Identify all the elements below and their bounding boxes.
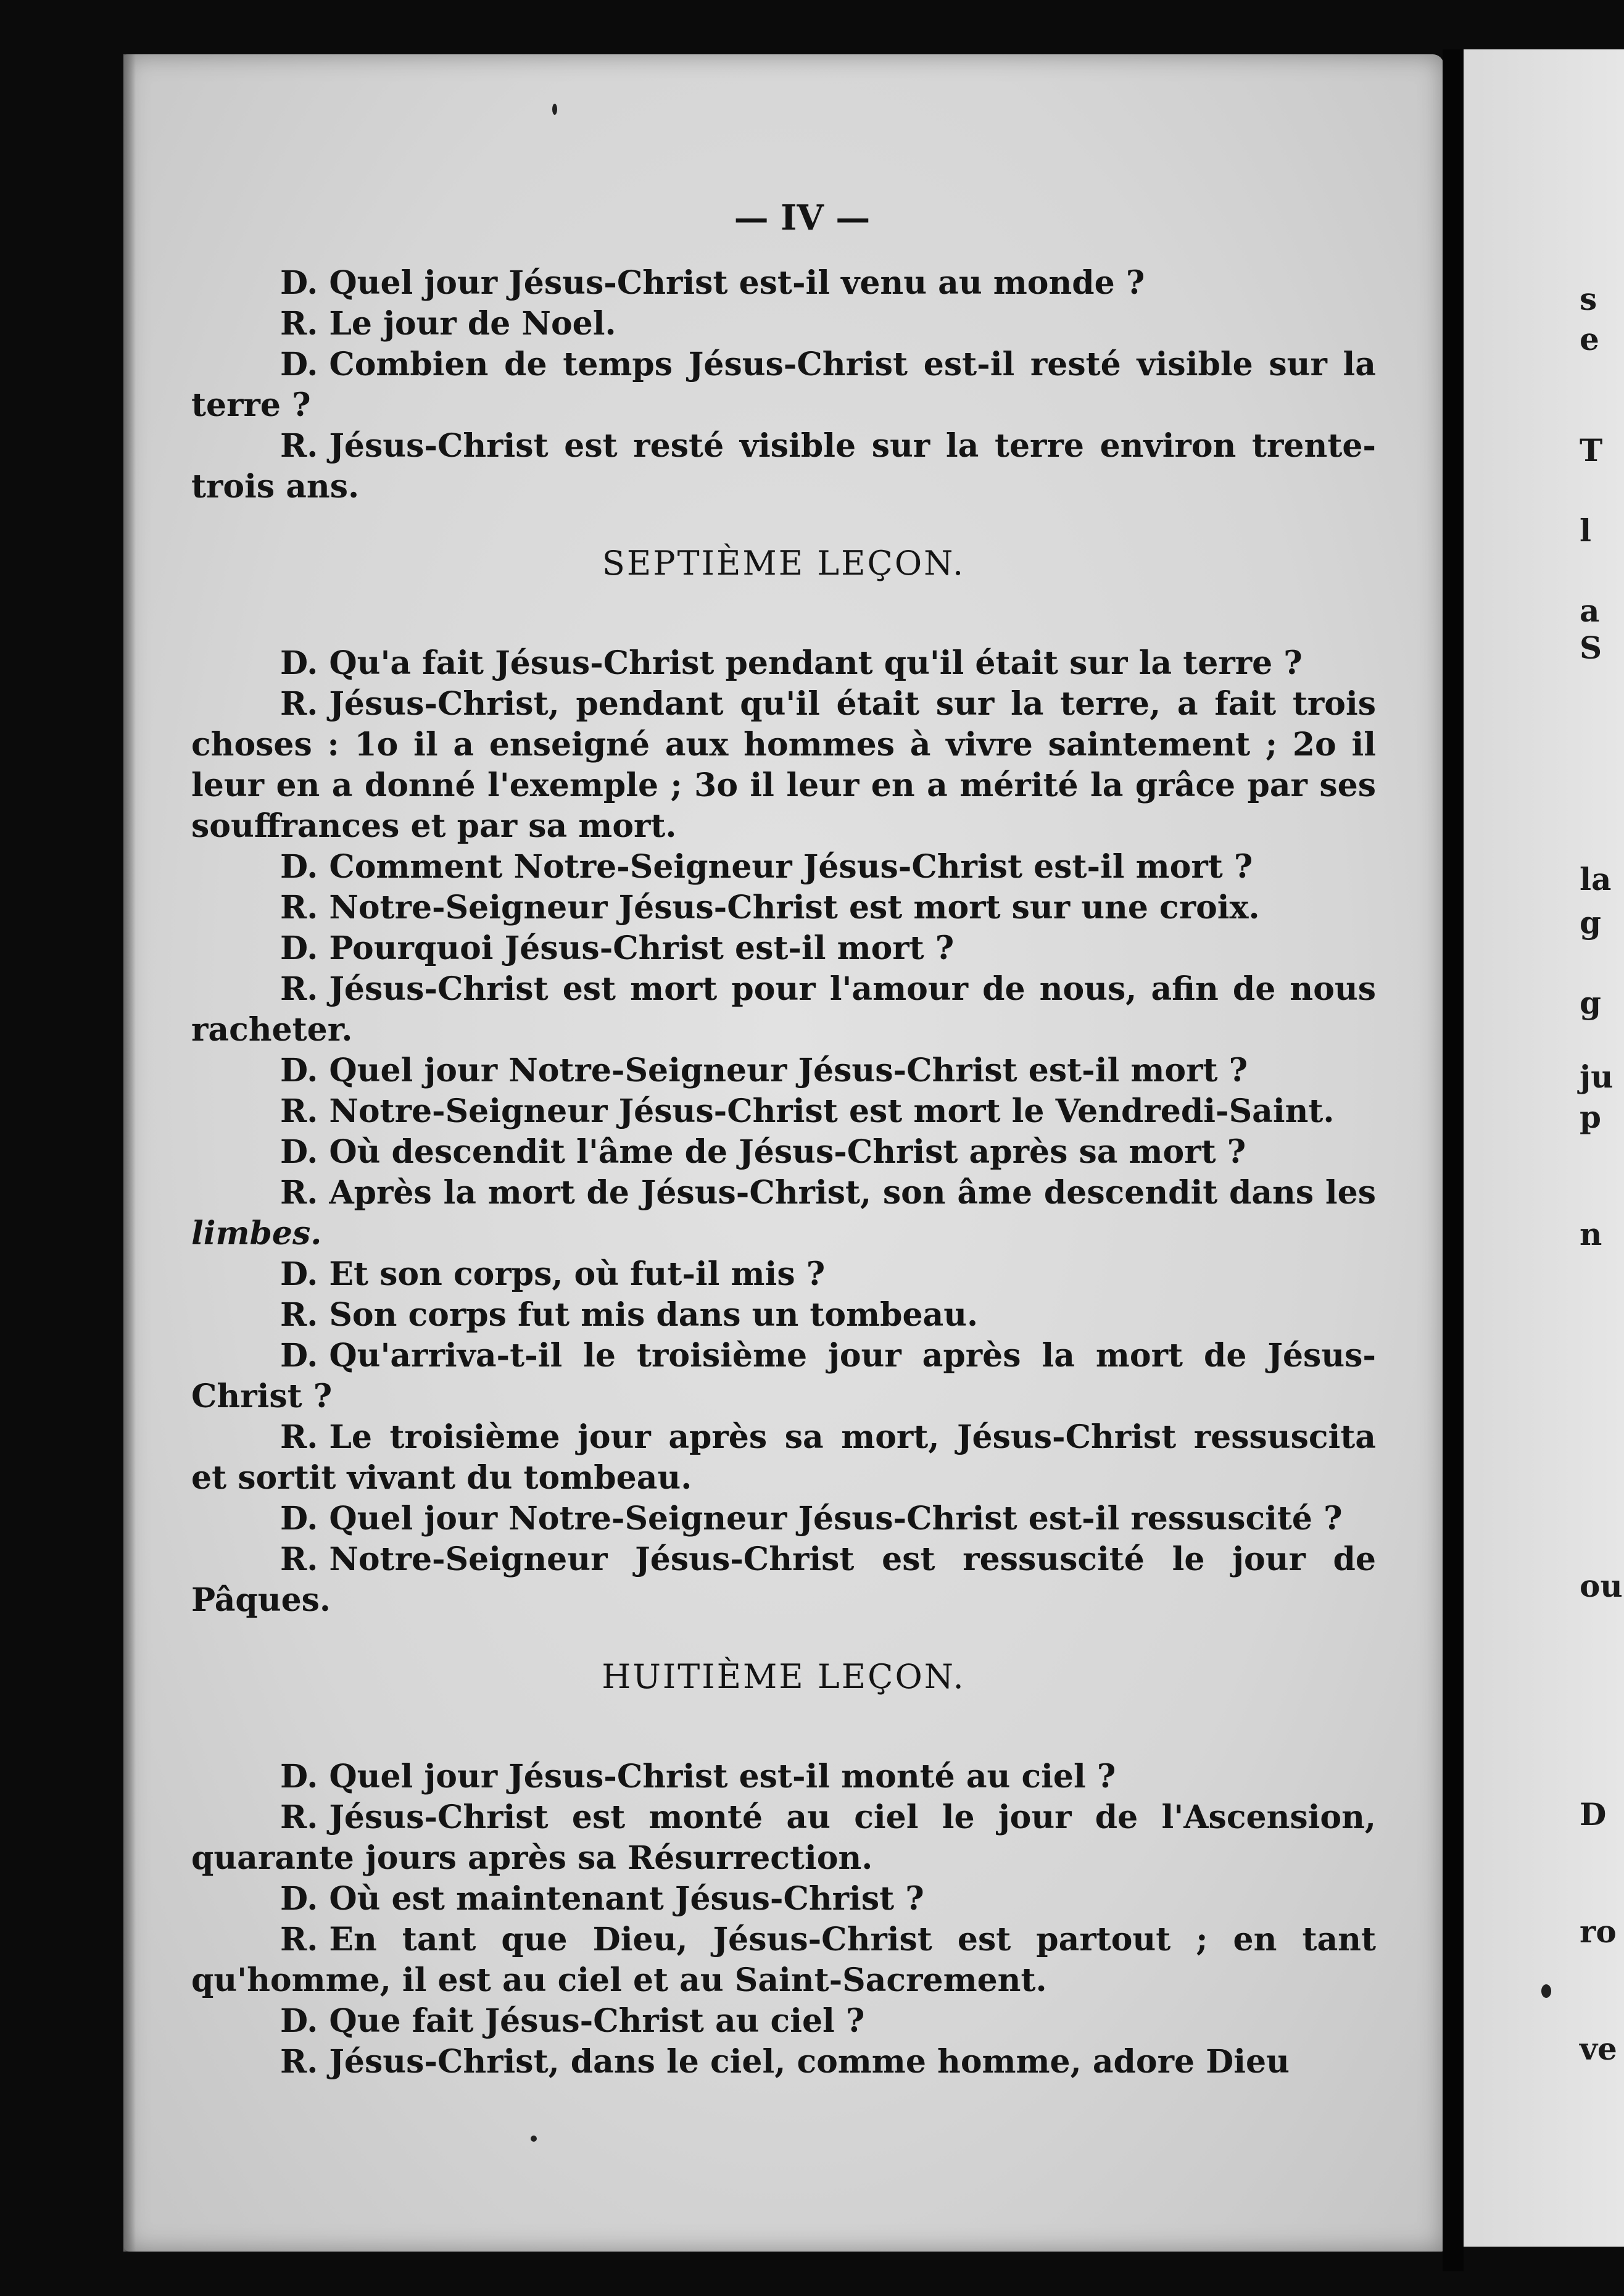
right-page-fragment: la [1580,861,1612,897]
right-page-fragment: n [1580,1216,1602,1252]
right-page-fragment: S [1580,630,1602,666]
catechism-answer: R. Jésus-Christ, dans le ciel, comme homme, adore Dieu [280,2043,1290,2081]
catechism-answer: R. Le jour de Noel. [280,305,616,343]
page-text [191,198,1376,2082]
section-7-paragraphs [191,643,1376,1621]
right-page-fragment: g [1580,984,1601,1021]
catechism-answer: R. Notre-Seigneur Jésus-Christ est ressuscité le jour de Pâques. [191,1541,1376,1619]
section-8-paragraphs [191,1757,1376,2082]
catechism-answer: R. Jésus-Christ est monté au ciel le jour de l'Ascension, quarante jours après sa Résurrection. [191,1799,1376,1877]
catechism-answer: R. Notre-Seigneur Jésus-Christ est mort sur une croix. [280,889,1260,926]
catechism-question: D. Quel jour Notre-Seigneur Jésus-Christ est-il mort ? [280,1052,1248,1089]
catechism-question: D. Pourquoi Jésus-Christ est-il mort ? [280,930,955,967]
catechism-answer: R. Le troisième jour après sa mort, Jésus-Christ ressuscita et sortit vivant du tombeau. [191,1418,1376,1497]
page-number: — IV — [734,198,871,238]
italic-term: limbes. [191,1215,322,1252]
catechism-answer: R. En tant que Dieu, Jésus-Christ est partout ; en tant qu'homme, il est au ciel et au Saint-Sacrement. [191,1921,1376,1999]
catechism-question: D. Et son corps, où fut-il mis ? [280,1255,826,1293]
catechism-answer: R. Après la mort de Jésus-Christ, son âme descendit dans les limbes. [191,1174,1376,1252]
catechism-question: D. Quel jour Notre-Seigneur Jésus-Christ est-il ressuscité ? [280,1500,1343,1537]
book-gutter [1443,49,1464,2271]
scan-speck [1541,1984,1551,1998]
scan-speck [552,104,557,115]
right-page-fragment: s [1580,281,1597,317]
right-page-fragment: a [1580,593,1600,629]
catechism-question: D. Que fait Jésus-Christ au ciel ? [280,2002,865,2040]
catechism-answer: R. Jésus-Christ, pendant qu'il était sur la terre, a fait trois choses : 1o il a enseigné aux hommes à vivre saintement ; 2o il leur en a donné l'exemple ; 3o il leur en a mérité la grâce par ses souffrances et par sa mort. [191,685,1376,845]
right-page-fragment: ju [1580,1059,1614,1095]
intro-paragraphs [191,263,1376,507]
scan-speck [531,2136,537,2142]
right-page-fragment: ou [1580,1568,1623,1604]
section-heading-septieme: SEPTIÈME LEÇON. [602,544,966,583]
catechism-question: D. Quel jour Jésus-Christ est-il monté au ciel ? [280,1758,1116,1795]
catechism-question: D. Combien de temps Jésus-Christ est-il resté visible sur la terre ? [191,346,1376,424]
catechism-answer: R. Jésus-Christ est resté visible sur la terre environ trente-trois ans. [191,427,1376,505]
right-page-fragment: ro [1580,1913,1617,1950]
catechism-question: D. Quel jour Jésus-Christ est-il venu au monde ? [280,264,1145,302]
right-page-fragment: e [1580,321,1599,357]
catechism-answer: R. Notre-Seigneur Jésus-Christ est mort le Vendredi-Saint. [280,1092,1335,1130]
catechism-question: D. Où est maintenant Jésus-Christ ? [280,1880,924,1918]
right-page-fragment: g [1580,904,1601,941]
right-page-fragment: l [1580,512,1591,549]
right-page-fragment: p [1580,1099,1601,1135]
catechism-question: D. Qu'a fait Jésus-Christ pendant qu'il était sur la terre ? [280,644,1303,682]
catechism-question: D. Comment Notre-Seigneur Jésus-Christ est-il mort ? [280,848,1253,886]
catechism-answer: R. Jésus-Christ est mort pour l'amour de nous, afin de nous racheter. [191,970,1376,1049]
right-page-fragment: T [1580,432,1603,468]
right-page-fragment: D [1580,1796,1607,1832]
catechism-question: D. Qu'arriva-t-il le troisième jour après la mort de Jésus-Christ ? [191,1337,1376,1415]
catechism-answer: R. Son corps fut mis dans un tombeau. [280,1296,979,1334]
catechism-question: D. Où descendit l'âme de Jésus-Christ après sa mort ? [280,1133,1246,1171]
section-heading-huitieme: HUITIÈME LEÇON. [602,1657,966,1696]
right-page-fragment: ve [1580,2031,1617,2067]
